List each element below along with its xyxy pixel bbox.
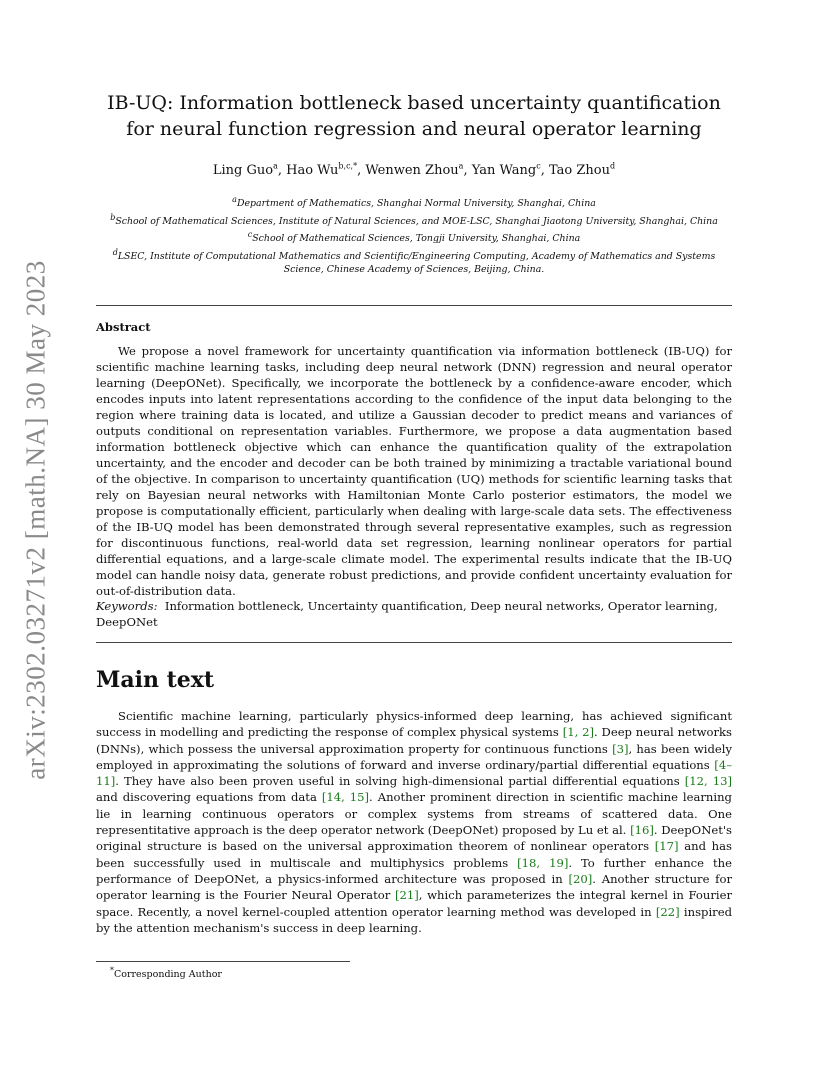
affiliation: $^a$Department of Mathematics, Shanghai Normal University, Shanghai, China: [232, 195, 596, 210]
citation-link[interactable]: [1, 2]: [562, 725, 595, 740]
affiliation: $^b$School of Mathematical Sciences, Institute of Natural Sciences, and MOE-LSC, Shanghai Jiaotong University, Shanghai, China: [110, 212, 718, 227]
divider: [96, 305, 732, 306]
text-run: . Another structure for operator learning is the Fourier Neural Operator: [96, 871, 733, 903]
text-run: . DeepONet's original structure is based on the universal approximation theorem of nonlinear operators: [96, 823, 732, 854]
text-run: . Deep neural networks (DNNs), which possess the universal approximation property for continuous functions: [96, 725, 733, 756]
author-list: [96, 162, 732, 178]
citation-link[interactable]: [14, 15]: [321, 790, 370, 805]
citation-link[interactable]: [21]: [394, 888, 419, 903]
text-run: . They have also been proven useful in solving high-dimensional partial differential equations: [115, 774, 685, 789]
citation-link[interactable]: [12, 13]: [684, 774, 732, 789]
paper-title: IB-UQ: Information bottleneck based uncertainty quantification for neural function regression and neural operator learning: [107, 92, 721, 140]
citation-link[interactable]: [18, 19]: [517, 855, 569, 870]
text-run: . Another prominent direction in scientific machine learning lie in learning continuous operators or complex systems from streams of scattered data. One representitative approach is the deep operator network (DeepONet) proposed by Lu et al.: [96, 790, 732, 838]
citation-link[interactable]: [4–11]: [96, 757, 732, 789]
citation-link[interactable]: [22]: [655, 904, 680, 919]
citation-link[interactable]: [16]: [630, 823, 654, 838]
author: Ling Guo$^a$,: [212, 162, 287, 179]
text-run: . To further enhance the performance of DeepONet, a physics-informed architecture was proposed in: [96, 855, 732, 886]
section-heading: Main text: [96, 667, 215, 693]
footnote: *Corresponding Author: [110, 966, 222, 981]
text-run: inspired by the attention mechanism's success in deep learning.: [96, 904, 732, 935]
main-text-paragraph: [96, 708, 732, 936]
citation-link[interactable]: [20]: [568, 871, 593, 886]
author: Yan Wang$^c$,: [471, 162, 549, 179]
arxiv-identifier: arXiv:2302.03271v2 [math.NA] 30 May 2023: [20, 260, 51, 780]
abstract-body: We propose a novel framework for uncertainty quantification via information bottleneck (IB-UQ) for scientific machine learning tasks, including deep neural network (DNN) regression and neural operator learning (DeepONet). Specifically, we incorporate the bottleneck by a confidence-aware encoder, which encodes inputs into latent representations according to the confidence of the input data belonging to the region where training data is located, and utilize a Gaussian decoder to predict means and variances of outputs conditional on representation variables. Furthermore, we propose a data augmentation based information bottleneck objective which can enhance the quantification quality of the extrapolation uncertainty, and the encoder and decoder can be both trained by minimizing a tractable variational bound of the objective. In comparison to uncertainty quantification (UQ) methods for scientific learning tasks that rely on Bayesian neural networks with Hamiltonian Monte Carlo posterior estimators, the model we propose is computationally efficient, particularly when dealing with large-scale data sets. The effectiveness of the IB-UQ model has been demonstrated through several representative examples, such as regression for discontinuous functions, real-world data set regression, learning nonlinear operators for partial differential equations, and a large-scale climate model. The experimental results indicate that the IB-UQ model can handle noisy data, generate robust predictions, and provide confident uncertainty evaluation for out-of-distribution data.: [96, 344, 732, 598]
text-run: , which parameterizes the integral kernel in Fourier space. Recently, a novel kernel-coupled attention operator learning method was developed in: [96, 888, 732, 919]
affiliation: $^c$School of Mathematical Sciences, Tongji University, Shanghai, China: [247, 230, 581, 245]
text-run: and discovering equations from data: [96, 790, 322, 805]
footnote-divider: [96, 961, 350, 962]
divider: [96, 642, 732, 643]
author: Hao $Wu^{b,c,*}$,: [286, 162, 366, 179]
affiliation-list: [96, 193, 732, 277]
abstract-heading: Abstract: [96, 320, 151, 334]
keywords-label: Keywords:: [96, 599, 158, 613]
keywords-text: Information bottleneck, Uncertainty quantification, Deep neural networks, Operator learning, DeepONet: [96, 599, 718, 629]
citation-link[interactable]: [3]: [612, 741, 629, 756]
text-run: , has been widely employed in approximating the solutions of forward and inverse ordinary/partial differential equations: [96, 741, 733, 772]
keywords: [96, 598, 732, 630]
author: Tao Zhou$^d$: [548, 162, 616, 179]
author: Wenwen Zhou$^a$,: [365, 162, 472, 179]
text-run: Scientific machine learning, particularly physics-informed deep learning, has achieved significant success in modelling and predicting the response of complex physical systems: [96, 709, 732, 740]
affiliation: $^d$LSEC, Institute of Computational Mathematics and Scientific/Engineering Computing, Academy of Mathematics and Systems Science, Chinese Academy of Sciences, Beijing, China.: [112, 247, 716, 276]
citation-link[interactable]: [17]: [654, 839, 679, 854]
text-run: and has been successfully used in multiscale and multiphysics problems: [96, 839, 732, 870]
